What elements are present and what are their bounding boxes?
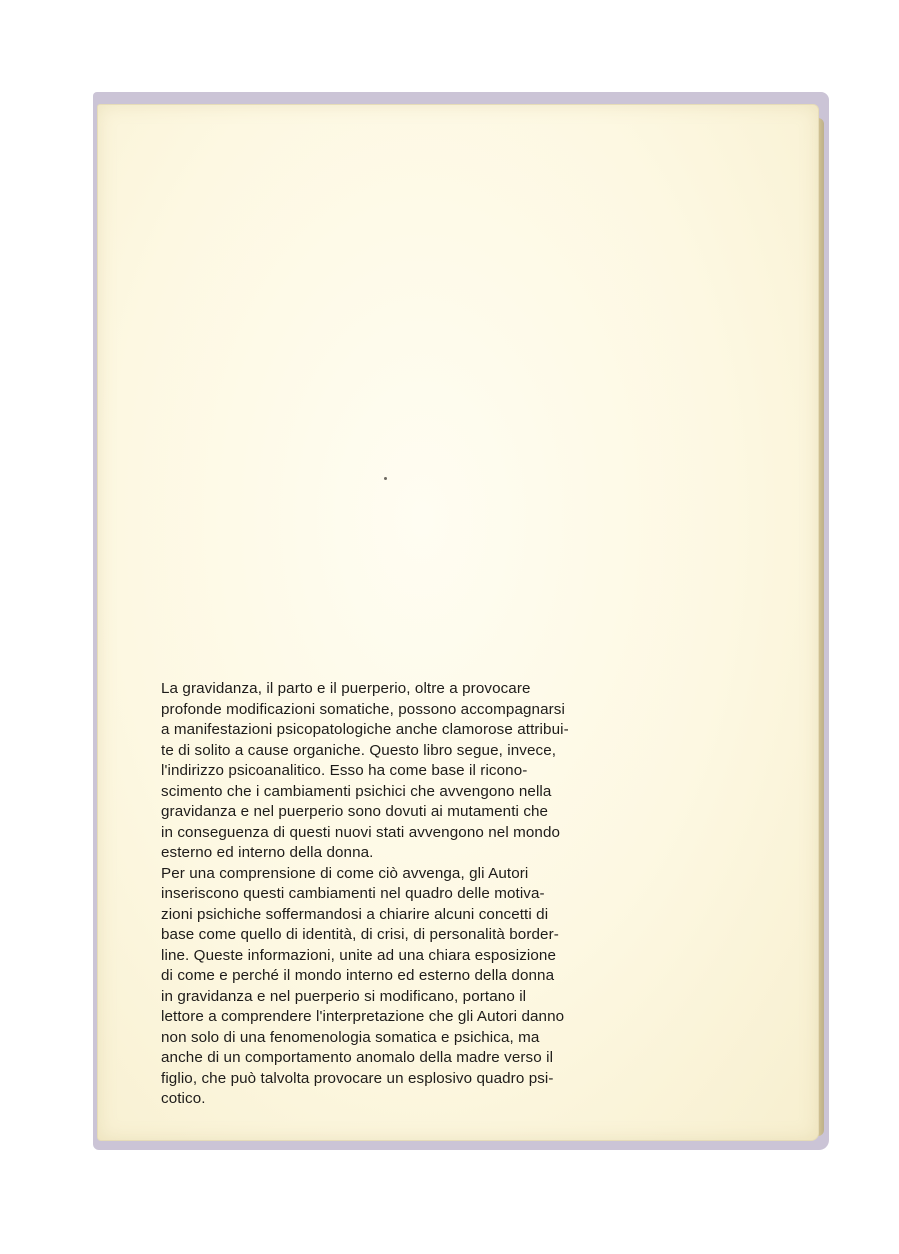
blurb-line: te di solito a cause organiche. Questo libro segue, invece, xyxy=(161,741,557,759)
blurb-line: a manifestazioni psicopatologiche anche clamorose attribui- xyxy=(161,721,569,738)
blurb-line: esterno ed interno della donna. xyxy=(161,844,374,861)
blurb-line: di come e perché il mondo interno ed esterno della donna xyxy=(161,967,555,984)
blurb-line: Per una comprensione di come ciò avvenga, gli Autori xyxy=(161,864,529,882)
blurb-line: zioni psichiche soffermandosi a chiarire alcuni concetti di xyxy=(161,905,549,923)
blurb-line: cotico. xyxy=(161,1090,206,1107)
blurb-line: inseriscono questi cambiamenti nel quadro delle motiva- xyxy=(161,885,545,902)
blurb-line: lettore a comprendere l'interpretazione che gli Autori danno xyxy=(161,1008,565,1025)
back-cover-blurb xyxy=(161,679,661,1110)
paper-speck xyxy=(384,477,387,480)
blurb-line: figlio, che può talvolta provocare un esplosivo quadro psi- xyxy=(161,1069,554,1087)
blurb-line: line. Queste informazioni, unite ad una chiara esposizione xyxy=(161,946,557,964)
blurb-line: profonde modificazioni somatiche, possono accompagnarsi xyxy=(161,700,565,718)
blurb-line: base come quello di identità, di crisi, di personalità border- xyxy=(161,926,559,943)
blurb-line: anche di un comportamento anomalo della madre verso il xyxy=(161,1049,554,1066)
blurb-line: in gravidanza e nel puerperio si modificano, portano il xyxy=(161,987,527,1005)
blurb-line: scimento che i cambiamenti psichici che avvengono nella xyxy=(161,782,552,800)
blurb-line: in conseguenza di questi nuovi stati avvengono nel mondo xyxy=(161,823,561,841)
blurb-line: La gravidanza, il parto e il puerperio, oltre a provocare xyxy=(161,680,531,697)
blurb-line: non solo di una fenomenologia somatica e psichica, ma xyxy=(161,1028,540,1046)
blurb-line: gravidanza e nel puerperio sono dovuti ai mutamenti che xyxy=(161,803,549,820)
blurb-line: l'indirizzo psicoanalitico. Esso ha come base il ricono- xyxy=(161,762,528,779)
